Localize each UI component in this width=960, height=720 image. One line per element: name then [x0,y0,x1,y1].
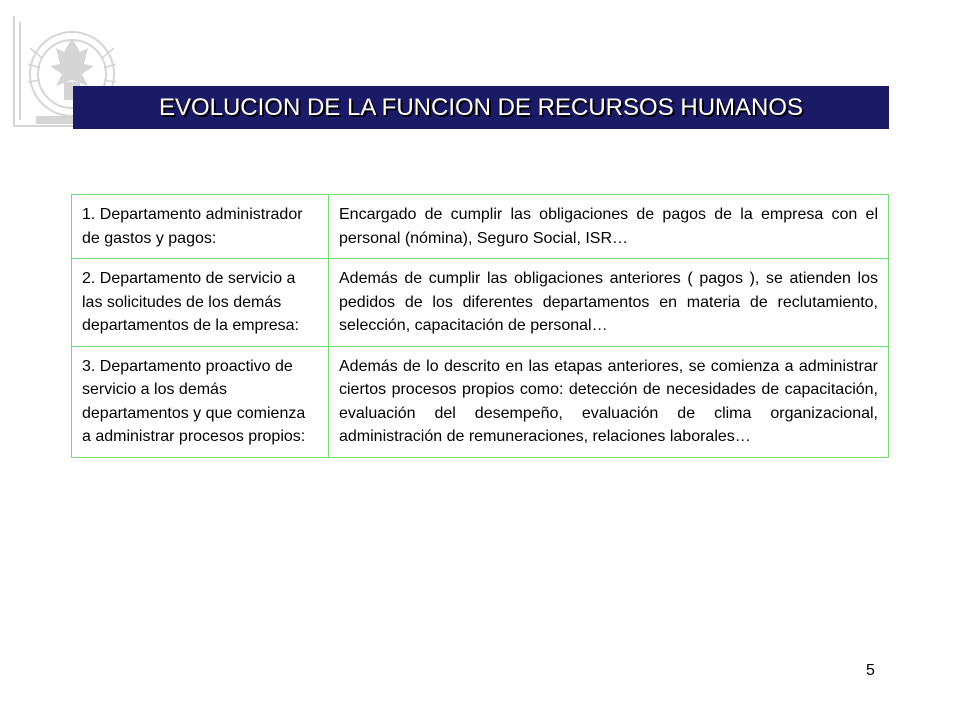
description-cell: Además de lo descrito en las etapas anteriores, se comienza a administrar ciertos procesos propios como: detección de necesidades de capacitación, evaluación del desempeño, evaluación de clima organizacional, administración de remuneraciones, relaciones laborales… [329,346,889,457]
title-bar [73,86,889,129]
slide-title: EVOLUCION DE LA FUNCION DE RECURSOS HUMANOS [158,93,804,121]
description-cell: Encargado de cumplir las obligaciones de pagos de la empresa con el personal (nómina), Seguro Social, ISR… [329,195,889,259]
stage-cell: 1. Departamento administrador de gastos y pagos: [72,195,329,259]
stage-cell: 3. Departamento proactivo de servicio a los demás departamentos y que comienza a administrar procesos propios: [72,346,329,457]
evolution-table [71,194,889,458]
table-row [72,195,889,259]
stage-cell: 2. Departamento de servicio a las solicitudes de los demás departamentos de la empresa: [72,259,329,347]
table-row [72,346,889,457]
page-number: 5 [866,662,875,679]
description-cell: Además de cumplir las obligaciones anteriores ( pagos ), se atienden los pedidos de los diferentes departamentos en materia de reclutamiento, selección, capacitación de personal… [329,259,889,347]
table-row [72,259,889,347]
